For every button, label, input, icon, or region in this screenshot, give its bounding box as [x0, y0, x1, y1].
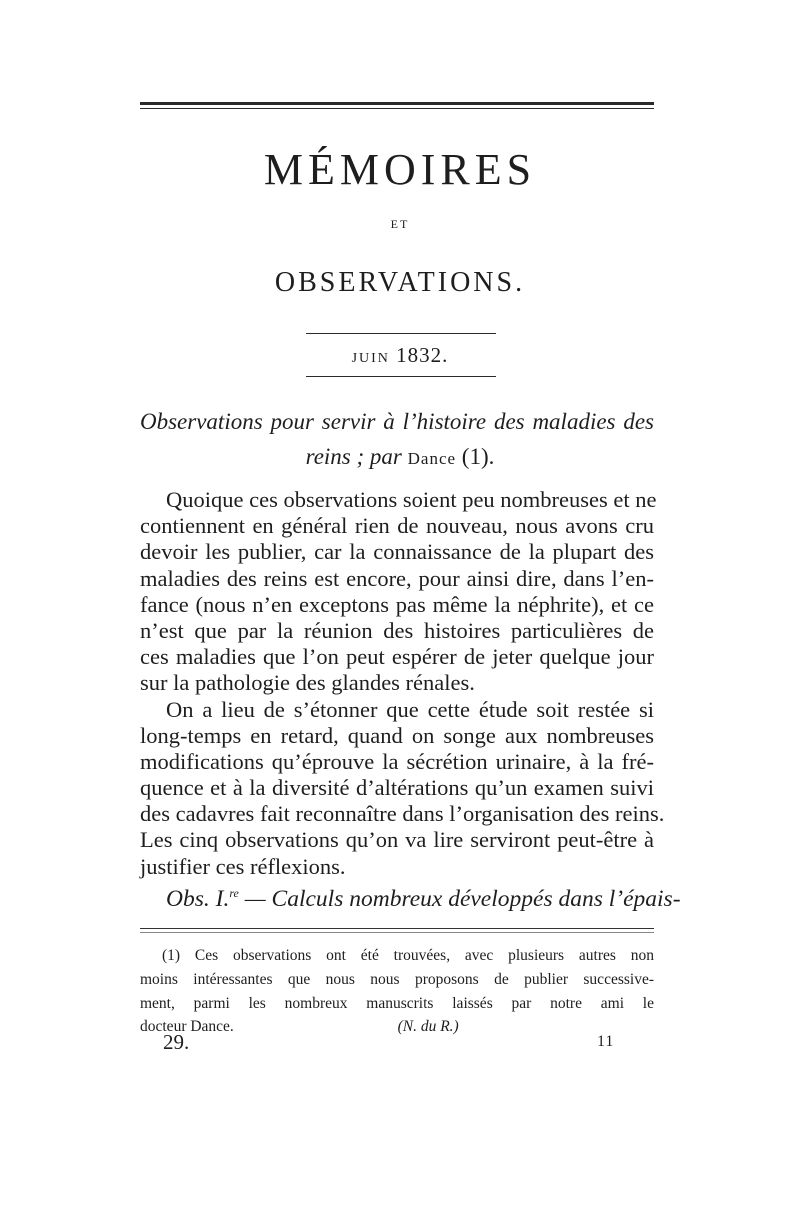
- body-line: des cadavres fait reconnaître dans l’organisation des reins.: [140, 801, 665, 827]
- article-footnote-ref: (1).: [456, 444, 495, 469]
- body-line: contiennent en général rien de nouveau, nous avons cru: [140, 513, 654, 539]
- header-double-rule-thin: [140, 108, 654, 109]
- article-title-reins: reins ; par: [305, 444, 402, 469]
- header-double-rule-thick: [140, 102, 654, 105]
- body-line: quence et à la diversité d’altérations qu’un examen suivi: [140, 775, 654, 801]
- body-line: modifications qu’éprouve la sécrétion urinaire, à la fré-: [140, 748, 654, 774]
- observation-title: — Calculs nombreux développés dans l’épais-: [238, 885, 681, 912]
- body-line: Quoique ces observations soient peu nombreuses et ne: [166, 487, 657, 512]
- body-line: ces maladies que l’on peut espérer de jeter quelque jour: [140, 644, 654, 670]
- body-line: maladies des reins est encore, pour ainsi dire, dans l’en-: [140, 565, 654, 591]
- section-subtitle: OBSERVATIONS.: [274, 267, 526, 298]
- article-body: [140, 487, 681, 912]
- body-line: Les cinq observations qu’on va lire serviront peut-être à: [140, 827, 654, 853]
- footnote-attribution: (N. du R.): [397, 1018, 459, 1036]
- article-title-line-1: Observations pour servir à l’histoire des maladies des: [140, 409, 654, 434]
- section-title-conjunction: ET: [390, 217, 410, 231]
- body-line: long-temps en retard, quand on songe aux nombreuses: [140, 722, 654, 748]
- issue-month: JUIN: [351, 351, 390, 366]
- footnote-line: (1) Ces observations ont été trouvées, avec plusieurs autres non: [162, 947, 654, 964]
- gathering-mark: 11: [597, 1033, 615, 1050]
- footnote: [140, 944, 654, 1039]
- observation-heading: [140, 880, 681, 912]
- article-title-line-2: [0, 440, 800, 476]
- body-line: justifier ces réflexions.: [140, 853, 346, 879]
- body-line: sur la pathologie des glandes rénales.: [140, 670, 475, 696]
- footnote-rule-thin: [140, 932, 654, 933]
- observation-ordinal: re: [229, 885, 239, 900]
- sheet-signature: 29.: [163, 1030, 190, 1054]
- footnote-line: [140, 1015, 654, 1039]
- section-title: MÉMOIRES: [263, 145, 537, 194]
- date-rule-bottom: [306, 376, 496, 377]
- issue-year: 1832.: [396, 343, 449, 367]
- footnote-line: ment, parmi les nombreux manuscrits laissés par notre ami le: [140, 994, 654, 1012]
- observation-label: Obs. I.: [166, 885, 230, 912]
- footnote-last-text: docteur Dance.: [140, 1018, 234, 1036]
- footnote-line: moins intéressantes que nous nous proposons de publier successive-: [140, 970, 654, 988]
- footnote-rule: [140, 928, 654, 929]
- body-line: devoir les publier, car la connaissance de la plupart des: [140, 539, 654, 565]
- body-line: On a lieu de s’étonner que cette étude soit restée si: [166, 696, 654, 722]
- date-rule-top: [306, 333, 496, 334]
- body-line: n’est que par la réunion des histoires particulières de: [140, 617, 654, 643]
- body-line: fance (nous n’en exceptons pas même la néphrite), et ce: [140, 591, 654, 617]
- issue-date: [0, 339, 800, 375]
- article-author: Dance: [407, 449, 457, 468]
